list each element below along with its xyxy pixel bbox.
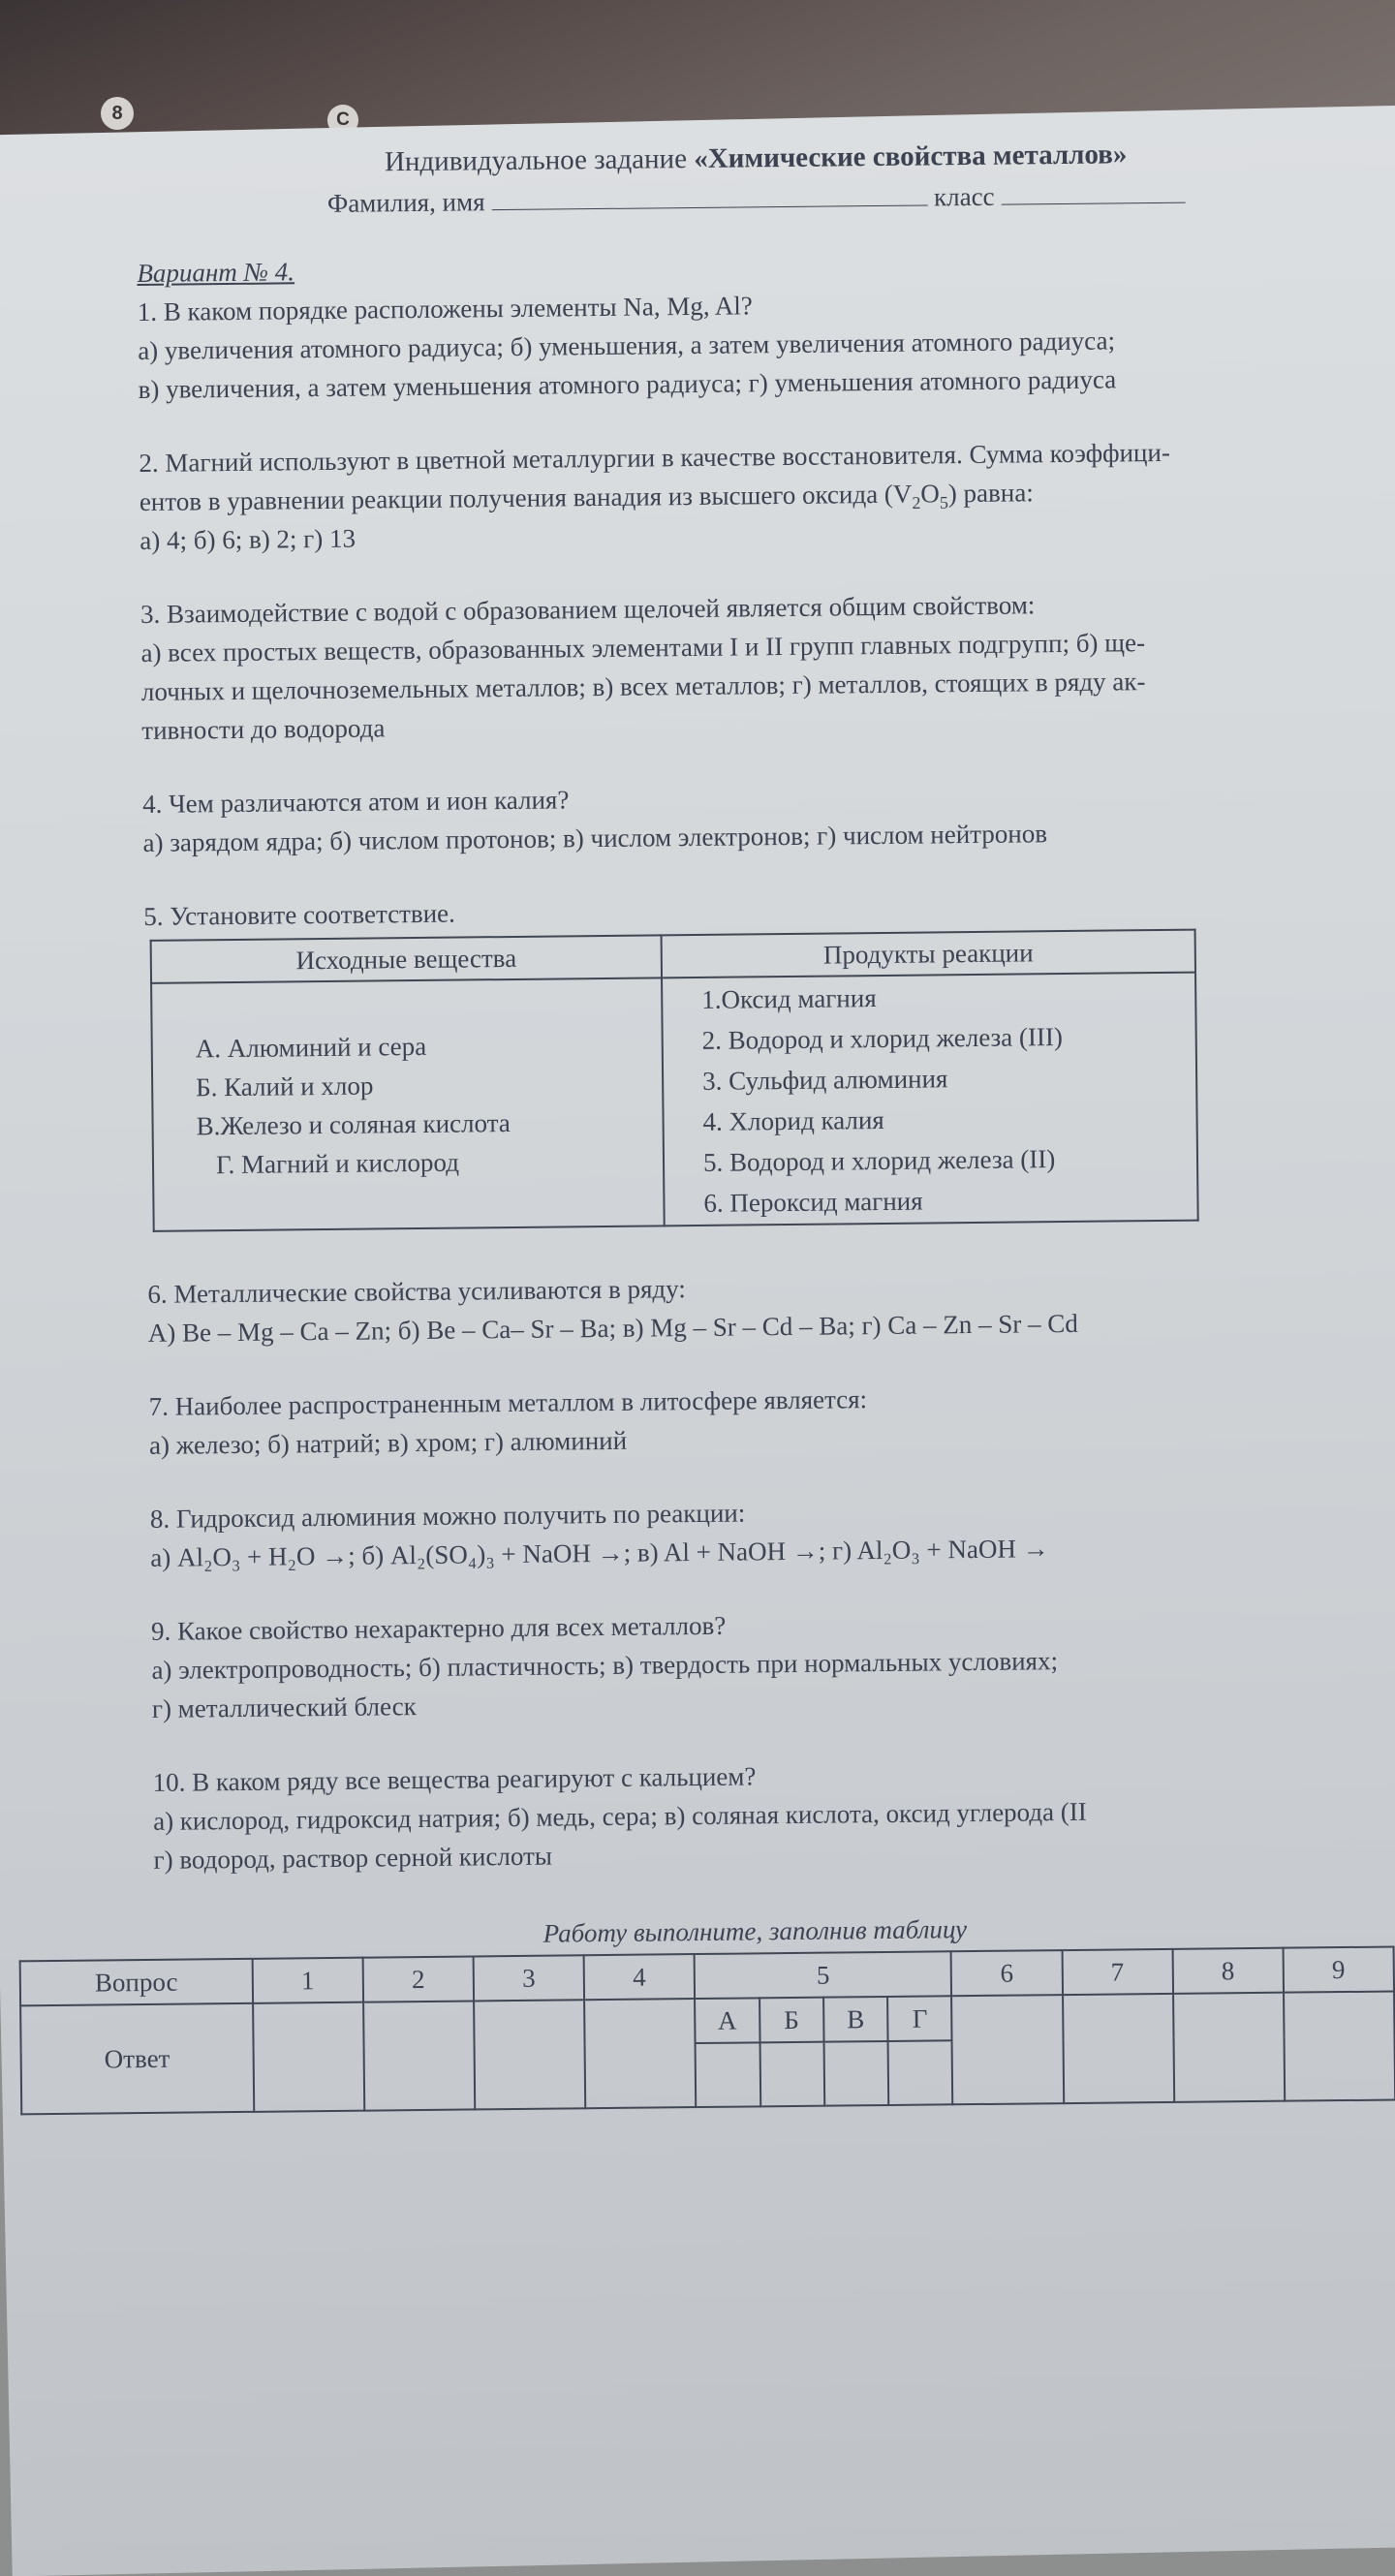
q2-sub-2: 2	[912, 492, 921, 513]
question-9-text: 9. Какое свойство нехарактерно для всех металлов?	[150, 1610, 727, 1646]
matching-header-reactants: Исходные вещества	[151, 935, 662, 983]
q2-part-a: ентов в уравнении реакции получения ванадия из высшего оксида (V	[139, 479, 913, 516]
question-8-text: 8. Гидроксид алюминия можно получить по реакции:	[149, 1498, 746, 1534]
question-4-text: 4. Чем различаются атом и ион калия?	[141, 785, 570, 819]
question-1-text: 1. В каком порядке расположены элементы Na, Mg, Al?	[137, 291, 753, 326]
variant-label: Вариант № 4.	[137, 257, 295, 288]
question-number-6: 6	[951, 1950, 1063, 1996]
answer-cell-8[interactable]	[1173, 1993, 1285, 2102]
question-number-7: 7	[1062, 1949, 1173, 1995]
q5-sub-a: А	[695, 1998, 760, 2043]
question-8-options: а) Al₂O₃ + H₂O →; б) Al₂(SO₄)₃ + NaOH →; в) Al + NaOH →; г) Al₂O₃ + NaOH →	[150, 1534, 1049, 1572]
question-3-options-3: тивности до водорода	[141, 713, 386, 745]
question-2-options: а) 4; б) 6; в) 2; г) 13	[140, 523, 356, 555]
question-3	[140, 582, 1382, 750]
question-6	[147, 1262, 1388, 1352]
answer-cell-3[interactable]	[474, 2000, 585, 2109]
decorative-bead-8: 8	[101, 97, 134, 130]
question-7-options: а) железо; б) натрий; в) хром; г) алюминий	[148, 1425, 628, 1460]
product-2: 2. Водород и хлорид железа (III)	[701, 1022, 1064, 1055]
question-1-options-b: в) увеличения, а затем уменьшения атомного радиуса; г) уменьшения атомного радиуса	[138, 364, 1117, 404]
question-2-text: 2. Магний используют в цветной металлургии в качестве восстановителя. Сумма коэффици-	[139, 437, 1171, 478]
answer-cell-2[interactable]	[363, 2001, 475, 2110]
product-5: 5. Водород и хлорид железа (II)	[702, 1144, 1056, 1177]
answer-cell-9[interactable]	[1284, 1992, 1395, 2101]
products-list	[662, 973, 1198, 1226]
q5-sub-b: Б	[760, 1998, 824, 2043]
question-number-1: 1	[252, 1958, 363, 2003]
question-10	[152, 1751, 1393, 1879]
worksheet-content	[94, 133, 1395, 2114]
question-8	[150, 1487, 1391, 1577]
question-10-text: 10. В каком ряду все вещества реагируют с кальцием?	[152, 1761, 757, 1797]
q5-sub-v: В	[823, 1997, 888, 2042]
matching-header-products: Продукты реакции	[662, 930, 1195, 978]
question-5	[143, 885, 1387, 1232]
q2-part-o: O	[920, 479, 940, 509]
product-6: 6. Пероксид магния	[703, 1186, 923, 1218]
matching-table	[150, 929, 1199, 1232]
question-9-options-1: а) электропроводность; б) пластичность; в) твердость при нормальных условиях;	[151, 1646, 1059, 1685]
answer-cell-5b[interactable]	[760, 2042, 824, 2107]
answer-table	[19, 1945, 1395, 2115]
question-3-options-2: лочных и щелочноземельных металлов; в) всех металлов; г) металлов, стоящих в ряду ак-	[140, 667, 1146, 706]
reactant-v: В.Железо и соляная кислота	[196, 1108, 511, 1141]
decorative-bead-c: C	[327, 105, 358, 136]
answer-cell-7[interactable]	[1063, 1994, 1174, 2103]
title-topic: «Химические свойства металлов»	[694, 139, 1128, 174]
question-number-5: 5	[695, 1951, 952, 1999]
name-field[interactable]	[491, 183, 927, 210]
name-label: Фамилия, имя	[326, 187, 485, 218]
q5-sub-g: Г	[887, 1996, 952, 2041]
answer-cell-5g[interactable]	[888, 2040, 953, 2105]
answer-cell-5a[interactable]	[696, 2042, 760, 2107]
q2-sub-5: 5	[939, 492, 949, 512]
answer-cell-1[interactable]	[253, 2002, 364, 2112]
reactant-g: Г. Магний и кислород	[215, 1147, 460, 1180]
product-3: 3. Сульфид алюминия	[701, 1064, 948, 1096]
q2-part-end: ) равна:	[947, 478, 1034, 509]
question-5-text: 5. Установите соответствие.	[143, 898, 455, 931]
question-4	[142, 772, 1383, 862]
class-field[interactable]	[1001, 181, 1185, 205]
answer-cell-6[interactable]	[951, 1995, 1063, 2104]
title-prefix: Индивидуальное задание	[384, 142, 695, 178]
question-9-options-2: г) металлический блеск	[151, 1691, 417, 1723]
question-number-8: 8	[1172, 1948, 1284, 1994]
reactant-b: Б. Калий и хлор	[196, 1071, 374, 1102]
answer-cell-4[interactable]	[584, 1999, 696, 2108]
product-4: 4. Хлорид калия	[702, 1104, 884, 1136]
row-label-answer: Ответ	[20, 2003, 254, 2115]
question-number-3: 3	[474, 1955, 585, 2001]
question-number-9: 9	[1283, 1947, 1394, 1993]
question-number-2: 2	[362, 1956, 474, 2002]
question-6-text: 6. Металлические свойства усиливаются в ряду:	[147, 1274, 686, 1309]
question-4-options: а) зарядом ядра; б) числом протонов; в) числом электронов; г) числом нейтронов	[142, 819, 1048, 857]
question-number-4: 4	[584, 1954, 696, 2000]
question-1	[138, 280, 1379, 409]
question-10-options-2: г) водород, раствор серной кислоты	[153, 1841, 553, 1875]
question-1-options-a: а) увеличения атомного радиуса; б) уменьшения, а затем увеличения атомного радиуса;	[138, 326, 1116, 365]
row-label-question: Вопрос	[20, 1959, 253, 2006]
reactant-a: А. Алюминий и сера	[195, 1031, 427, 1064]
question-3-options-1: а) всех простых веществ, образованных элементами I и II групп главных подгрупп; б) ще-	[140, 628, 1146, 667]
question-6-options: А) Be – Mg – Ca – Zn; б) Be – Ca– Sr – Ba; в) Mg – Sr – Cd – Ba; г) Ca – Zn – Sr – Cd	[147, 1308, 1078, 1348]
question-9	[151, 1599, 1392, 1728]
question-10-options-1: а) кислород, гидроксид натрия; б) медь, сера; в) соляная кислота, оксид углерода (II	[152, 1796, 1087, 1836]
answer-table-title: Работу выполните, заполнив таблицу	[542, 1914, 968, 1948]
question-7-text: 7. Наиболее распространенным металлом в литосфере является:	[148, 1384, 868, 1421]
question-2	[139, 431, 1380, 560]
question-7	[148, 1375, 1389, 1465]
question-3-text: 3. Взаимодействие с водой с образованием щелочей является общим свойством:	[140, 590, 1036, 629]
class-label: класс	[933, 181, 995, 212]
product-1: 1.Оксид магния	[701, 983, 877, 1014]
reactants-list	[151, 978, 665, 1231]
answer-cell-5v[interactable]	[823, 2041, 888, 2106]
